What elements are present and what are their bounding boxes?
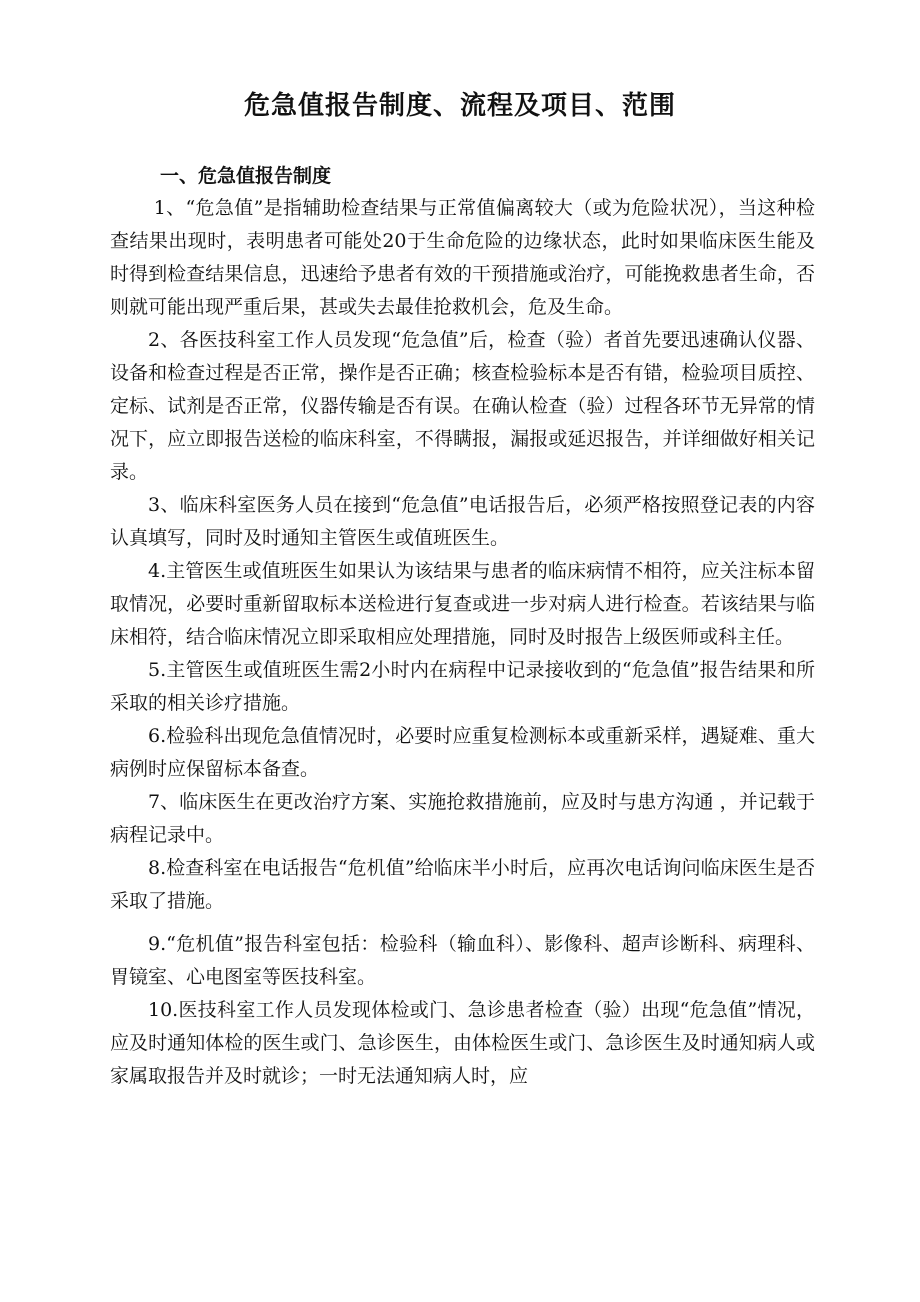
paragraph-10: 10.医技科室工作人员发现体检或门、急诊患者检查（验）出现“危急值”情况，应及时通知体检的医生或门、急诊医生，由体检医生或门、急诊医生及时通知病人或家属取报告并及时就诊；一时无法通知病人时，应 — [110, 999, 815, 1087]
section-heading: 一、危急值报告制度 — [160, 165, 332, 187]
document-body — [110, 192, 815, 1093]
paragraph-3: 3、临床科室医务人员在接到“危急值”电话报告后，必须严格按照登记表的内容认真填写，同时及时通知主管医生或值班医生。 — [110, 494, 815, 549]
document-title: 危急值报告制度、流程及项目、范围 — [243, 91, 676, 121]
paragraph-6: 6.检验科出现危急值情况时，必要时应重复检测标本或重新采样，遇疑难、重大病例时应保留标本备查。 — [110, 725, 815, 780]
paragraph-8: 8.检查科室在电话报告“危机值”给临床半小时后，应再次电话询问临床医生是否采取了措施。 — [110, 857, 815, 912]
paragraph-4: 4.主管医生或值班医生如果认为该结果与患者的临床病情不相符，应关注标本留取情况，必要时重新留取标本送检进行复查或进一步对病人进行检查。若该结果与临床相符，结合临床情况立即采取相应处理措施，同时及时报告上级医师或科主任。 — [110, 560, 815, 648]
paragraph-5: 5.主管医生或值班医生需2小时内在病程中记录接收到的“危急值”报告结果和所采取的相关诊疗措施。 — [110, 659, 815, 714]
paragraph-9: 9.“危机值”报告科室包括：检验科（输血科）、影像科、超声诊断科、病理科、胃镜室、心电图室等医技科室。 — [110, 933, 815, 988]
paragraph-1: 1、“危急值”是指辅助检查结果与正常值偏离较大（或为危险状况），当这种检查结果出现时，表明患者可能处20于生命危险的边缘状态，此时如果临床医生能及时得到检查结果信息，迅速给予患者有效的干预措施或治疗，可能挽救患者生命，否则就可能出现严重后果，甚或失去最佳抢救机会，危及生命。 — [110, 197, 815, 318]
paragraph-7: 7、临床医生在更改治疗方案、实施抢救措施前，应及时与患方沟通 ，并记载于病程记录中。 — [110, 791, 815, 846]
paragraph-2: 2、各医技科室工作人员发现“危急值”后，检查（验）者首先要迅速确认仪器、设备和检查过程是否正常，操作是否正确；核查检验标本是否有错，检验项目质控、定标、试剂是否正常，仪器传输是否有误。在确认检查（验）过程各环节无异常的情况下，应立即报告送检的临床科室，不得瞒报，漏报或延迟报告，并详细做好相关记录。 — [110, 329, 815, 483]
